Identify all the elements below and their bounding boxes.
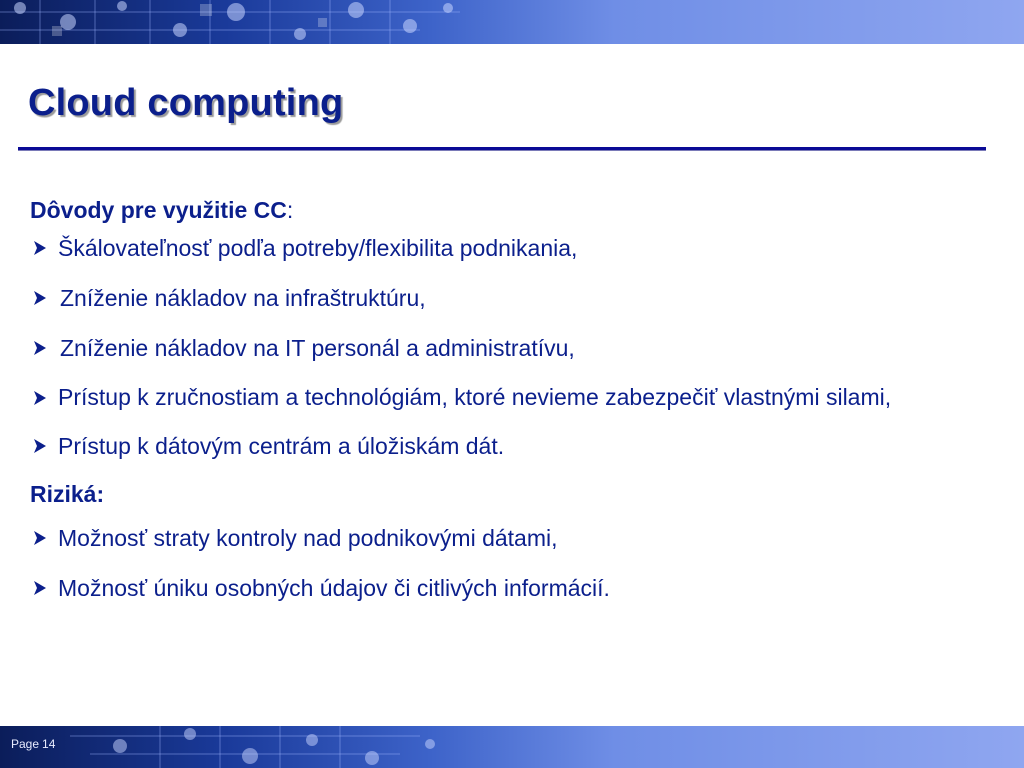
list-item [30, 572, 978, 604]
list-item-text: Prístup k zručnostiam a technológiám, ktoré nevieme zabezpečiť vlastnými silami, [58, 384, 892, 410]
list-item-text: Možnosť straty kontroly nad podnikovými dátami, [58, 525, 558, 551]
risks-heading: Riziká: [30, 481, 105, 507]
arrow-bullet-icon [32, 438, 48, 454]
list-item [30, 332, 978, 364]
arrow-bullet-icon [32, 580, 48, 596]
list-item [30, 382, 978, 412]
arrow-bullet-icon [32, 530, 48, 546]
arrow-bullet-icon [32, 390, 48, 406]
top-decorative-band [0, 0, 1024, 44]
list-item-text: Možnosť úniku osobných údajov či citlivých informácií. [58, 575, 610, 601]
list-item-text: Zníženie nákladov na infraštruktúru, [60, 285, 426, 311]
page-number: 14 [42, 737, 56, 751]
list-item-text: Zníženie nákladov na IT personál a administratívu, [60, 335, 575, 361]
arrow-bullet-icon [32, 290, 48, 306]
list-item [30, 430, 978, 462]
list-item-text: Prístup k dátovým centrám a úložiskám dát. [58, 433, 505, 459]
list-item-text: Škálovateľnosť podľa potreby/flexibilita podnikania, [58, 235, 578, 261]
circuit-pattern-top [0, 0, 1024, 44]
arrow-bullet-icon [32, 240, 48, 256]
circuit-pattern-bottom [0, 726, 1024, 768]
page-word: Page [11, 737, 40, 751]
slide-title: Cloud computing [28, 82, 344, 124]
page-number-label [11, 737, 55, 751]
list-item [30, 282, 978, 314]
bottom-decorative-band [0, 726, 1024, 768]
list-item [30, 522, 978, 554]
title-underline-rule [18, 147, 986, 151]
list-item [30, 232, 978, 264]
reasons-heading [30, 194, 978, 232]
reasons-heading-colon: : [286, 197, 294, 223]
slide-content [30, 194, 978, 622]
reasons-heading-text: Dôvody pre využitie CC [30, 197, 287, 223]
arrow-bullet-icon [32, 340, 48, 356]
